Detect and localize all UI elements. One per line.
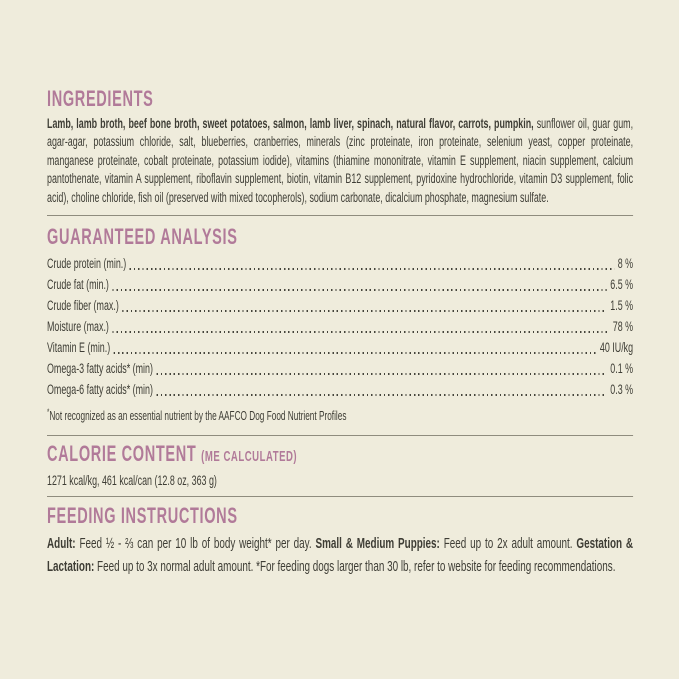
analysis-label: Omega-6 fatty acids* (min) [47,382,153,398]
analysis-row [47,358,633,379]
calorie-content-heading [47,443,633,468]
feeding-puppies-label: Small & Medium Puppies: [315,535,440,553]
calorie-content-section [47,443,633,489]
label-content [47,88,633,578]
analysis-value: 6.5 % [610,277,634,293]
analysis-table [47,253,633,400]
dot-leader [156,373,607,375]
dot-leader [112,331,609,333]
analysis-value: 40 IU/kg [599,340,634,356]
feeding-adult-text: Feed ½ - ⅔ can per 10 lb of body weight* per day. [75,535,316,553]
analysis-row [47,274,633,295]
ingredients-secondary: sunflower oil, guar gum, agar-agar, potassium chloride, salt, blueberries, cranberries, minerals (zinc proteinate, iron proteinate, selenium yeast, copper proteinate, manganese proteinate, cobalt proteinate, potassium iodide), vitamins (thiamine mononitrate, vitamin E supplement, niacin supplement, calcium pantothenate, vitamin A supplement, riboflavin supplement, biotin, vitamin B12 supplement, pyridoxine hydrochloride, vitamin D3 supplement, folic acid), choline chloride, fish oil (preserved with mixed tocopherols), sodium carbonate, dicalcium phosphate, magnesium sulfate. [47,116,634,205]
footnote-asterisk: * [47,407,50,418]
footnote-text: Not recognized as an essential nutrient by the AAFCO Dog Food Nutrient Profiles [49,409,347,424]
analysis-label: Crude fiber (max.) [47,298,119,314]
analysis-value: 8 % [617,256,634,272]
dot-leader [122,310,607,312]
analysis-label: Crude fat (min.) [47,277,109,293]
analysis-label: Vitamin E (min.) [47,340,111,356]
guaranteed-analysis-section [47,226,633,424]
calorie-heading-sub: (ME CALCULATED) [201,449,298,466]
analysis-label: Crude protein (min.) [47,256,127,272]
divider [47,215,633,216]
analysis-footnote [47,405,633,424]
analysis-label: Moisture (max.) [47,319,109,335]
analysis-value: 78 % [612,319,634,335]
guaranteed-analysis-heading: GUARANTEED ANALYSIS [47,224,238,250]
analysis-value: 0.3 % [610,382,634,398]
feeding-adult-label: Adult: [47,535,76,553]
analysis-row [47,337,633,358]
feeding-instructions-heading: FEEDING INSTRUCTIONS [47,503,238,529]
analysis-row [47,253,633,274]
ingredients-primary: Lamb, lamb broth, beef bone broth, sweet potatoes, salmon, lamb liver, spinach, natural flavor, carrots, pumpkin, [47,116,534,131]
dot-leader [114,352,597,354]
ingredients-text [47,115,633,207]
calorie-heading-main: CALORIE CONTENT [47,441,197,467]
feeding-puppies-text: Feed up to 2x adult amount. [439,535,577,553]
dot-leader [130,268,615,270]
feeding-instructions-text [47,532,633,578]
analysis-row [47,379,633,400]
dot-leader [156,394,607,396]
analysis-label: Omega-3 fatty acids* (min) [47,361,153,377]
divider [47,496,633,497]
feeding-gestation-text: Feed up to 3x normal adult amount. *For feeding dogs larger than 30 lb, refer to website for feeding recommendations. [94,558,616,576]
ingredients-section [47,88,633,207]
analysis-row [47,295,633,316]
calorie-values: 1271 kcal/kg, 461 kcal/can (12.8 oz, 363 g) [47,473,217,489]
dot-leader [112,289,607,291]
analysis-row [47,316,633,337]
feeding-gestation-label: Gestation & Lactation: [47,535,634,576]
analysis-value: 0.1 % [610,361,634,377]
ingredients-heading: INGREDIENTS [47,86,154,111]
divider [47,435,633,436]
analysis-value: 1.5 % [610,298,634,314]
feeding-instructions-section [47,505,633,578]
